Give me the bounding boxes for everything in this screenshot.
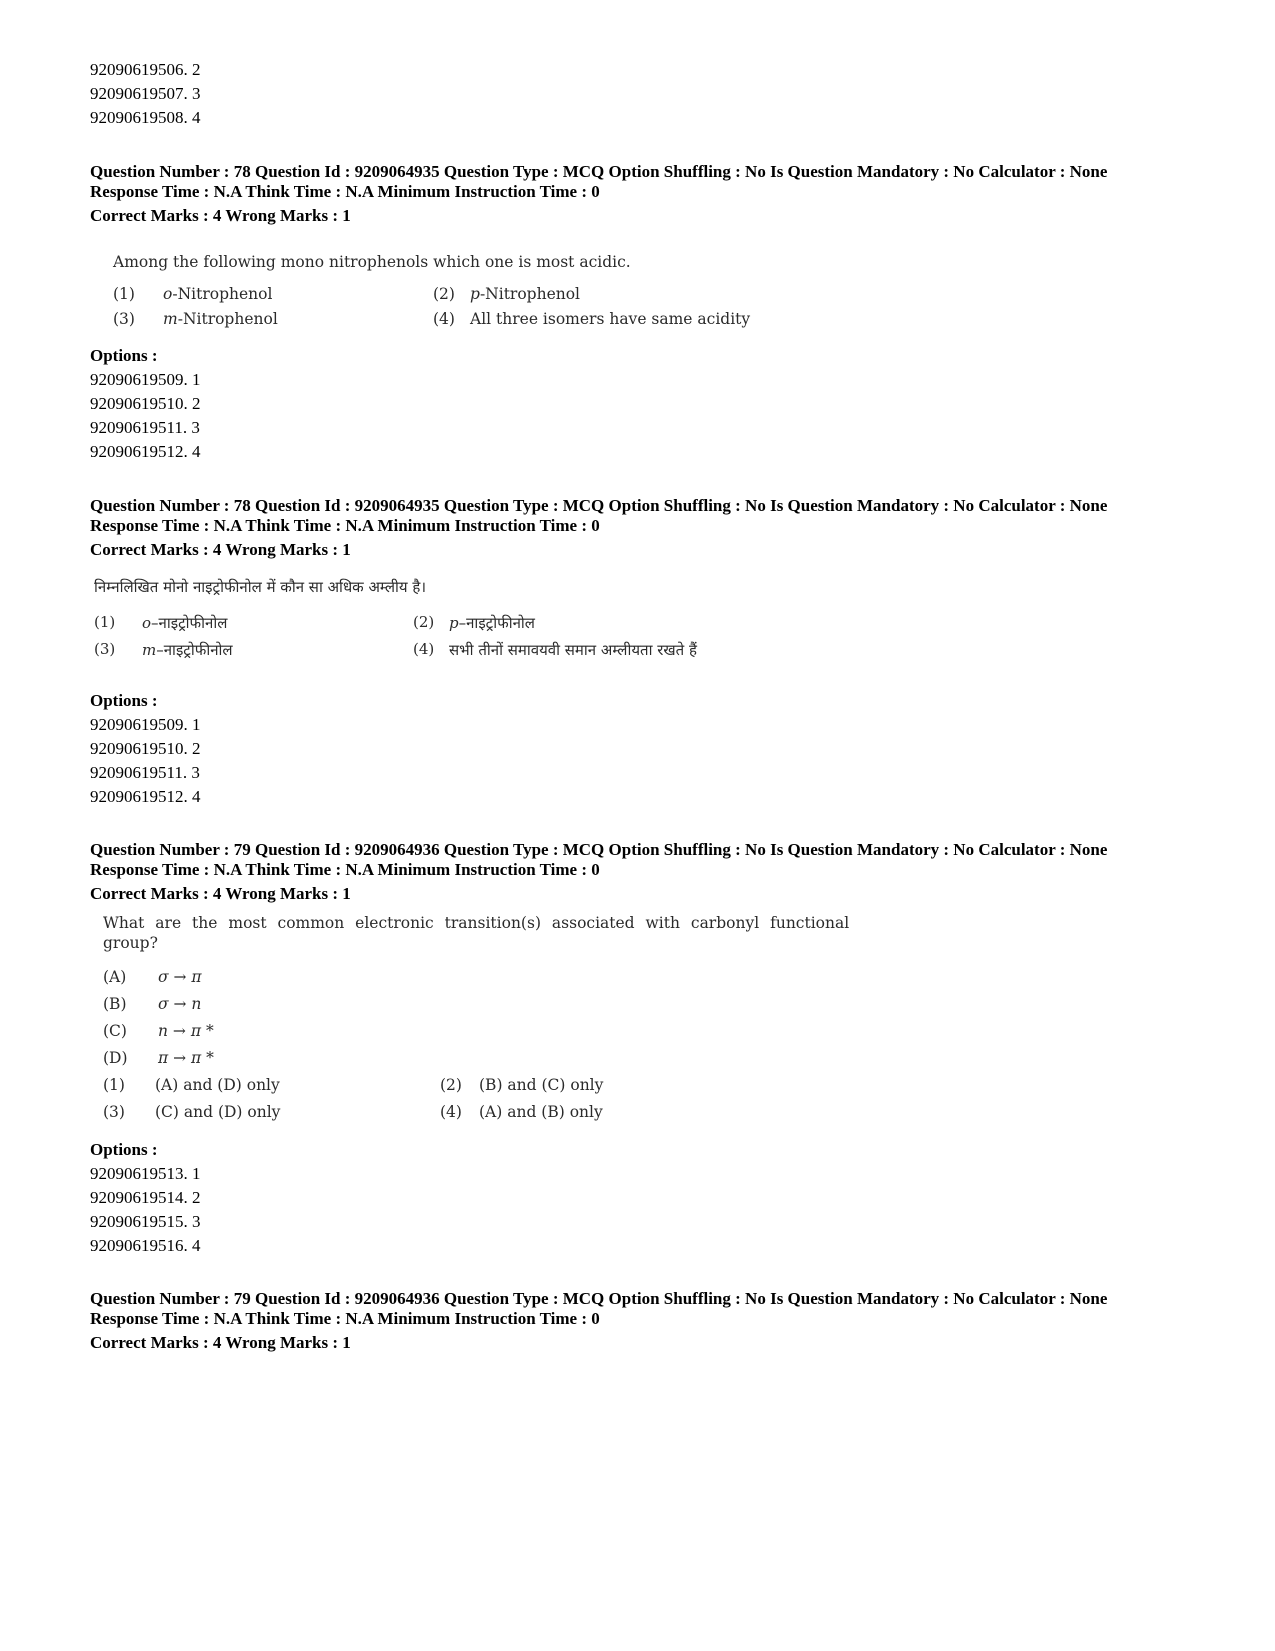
question-timing: Response Time : N.A Think Time : N.A Minimum Instruction Time : 0 — [90, 860, 600, 879]
option-line: 92090619512. 4 — [90, 787, 201, 806]
options-label: Options : — [90, 691, 158, 710]
option-line: 92090619508. 4 — [90, 108, 201, 127]
question-timing: Response Time : N.A Think Time : N.A Minimum Instruction Time : 0 — [90, 516, 600, 535]
choice-number: (2) — [433, 285, 455, 303]
option-line: 92090619513. 1 — [90, 1164, 201, 1183]
question-image — [113, 253, 813, 343]
question-marks: Correct Marks : 4 Wrong Marks : 1 — [90, 540, 351, 559]
choice-text: (A) and (D) only — [155, 1076, 280, 1094]
option-line: 92090619516. 4 — [90, 1236, 201, 1255]
choice-text: p-Nitrophenol — [470, 285, 581, 303]
choice-text: (B) and (C) only — [479, 1076, 604, 1094]
option-line: 92090619510. 2 — [90, 394, 201, 413]
option-line: 92090619510. 2 — [90, 739, 201, 758]
option-line: 92090619506. 2 — [90, 60, 201, 79]
question-stem: Among the following mono nitrophenols which one is most acidic. — [113, 253, 631, 271]
choice-number: (3) — [94, 640, 116, 658]
question-marks: Correct Marks : 4 Wrong Marks : 1 — [90, 884, 351, 903]
option-line: 92090619511. 3 — [90, 763, 200, 782]
question-header: Question Number : 78 Question Id : 9209064935 Question Type : MCQ Option Shuffling : No Is Question Mandatory : No Calculator : None — [90, 162, 1108, 181]
option-line: 92090619512. 4 — [90, 442, 201, 461]
question-timing: Response Time : N.A Think Time : N.A Minimum Instruction Time : 0 — [90, 1309, 600, 1328]
choice-text: p–नाइट्रोफीनोल — [449, 614, 535, 632]
item-label: (B) — [103, 995, 127, 1013]
question-timing: Response Time : N.A Think Time : N.A Minimum Instruction Time : 0 — [90, 182, 600, 201]
question-stem: group? — [103, 934, 158, 952]
option-line: 92090619511. 3 — [90, 418, 200, 437]
option-line: 92090619515. 3 — [90, 1212, 201, 1231]
item-expression: σ → n — [158, 995, 202, 1013]
option-line: 92090619507. 3 — [90, 84, 201, 103]
question-marks: Correct Marks : 4 Wrong Marks : 1 — [90, 1333, 351, 1352]
item-expression: σ → π — [158, 968, 202, 986]
options-label: Options : — [90, 1140, 158, 1159]
choice-text: सभी तीनों समावयवी समान अम्लीयता रखते हैं — [449, 641, 697, 659]
choice-number: (1) — [103, 1076, 125, 1094]
choice-text: (A) and (B) only — [479, 1103, 603, 1121]
choice-number: (4) — [440, 1103, 462, 1121]
question-image — [103, 914, 850, 1124]
choice-text: o–नाइट्रोफीनोल — [142, 614, 228, 632]
item-expression: n → π * — [158, 1022, 214, 1040]
choice-text: (C) and (D) only — [155, 1103, 281, 1121]
question-header: Question Number : 79 Question Id : 9209064936 Question Type : MCQ Option Shuffling : No Is Question Mandatory : No Calculator : None — [90, 1289, 1108, 1308]
item-label: (C) — [103, 1022, 127, 1040]
choice-number: (1) — [113, 285, 135, 303]
choice-number: (4) — [413, 640, 435, 658]
choice-number: (2) — [413, 613, 435, 631]
item-label: (D) — [103, 1049, 128, 1067]
question-image — [94, 577, 734, 672]
choice-number: (3) — [113, 310, 135, 328]
choice-text: m–नाइट्रोफीनोल — [142, 641, 233, 659]
options-label: Options : — [90, 346, 158, 365]
choice-text: All three isomers have same acidity — [470, 310, 751, 328]
choice-text: o-Nitrophenol — [163, 285, 273, 303]
choice-text: m-Nitrophenol — [163, 310, 278, 328]
question-marks: Correct Marks : 4 Wrong Marks : 1 — [90, 206, 351, 225]
choice-number: (1) — [94, 613, 116, 631]
option-line: 92090619509. 1 — [90, 370, 201, 389]
item-expression: π → π * — [158, 1049, 214, 1067]
choice-number: (4) — [433, 310, 455, 328]
question-header: Question Number : 78 Question Id : 9209064935 Question Type : MCQ Option Shuffling : No Is Question Mandatory : No Calculator : None — [90, 496, 1108, 515]
choice-number: (3) — [103, 1103, 125, 1121]
question-header: Question Number : 79 Question Id : 9209064936 Question Type : MCQ Option Shuffling : No Is Question Mandatory : No Calculator : None — [90, 840, 1108, 859]
choice-number: (2) — [440, 1076, 462, 1094]
option-line: 92090619514. 2 — [90, 1188, 201, 1207]
item-label: (A) — [103, 968, 127, 986]
question-stem: What are the most common electronic transition(s) associated with carbonyl functional — [103, 914, 850, 932]
question-stem: निम्नलिखित मोनो नाइट्रोफीनोल में कौन सा अधिक अम्लीय है। — [94, 578, 427, 596]
option-line: 92090619509. 1 — [90, 715, 201, 734]
